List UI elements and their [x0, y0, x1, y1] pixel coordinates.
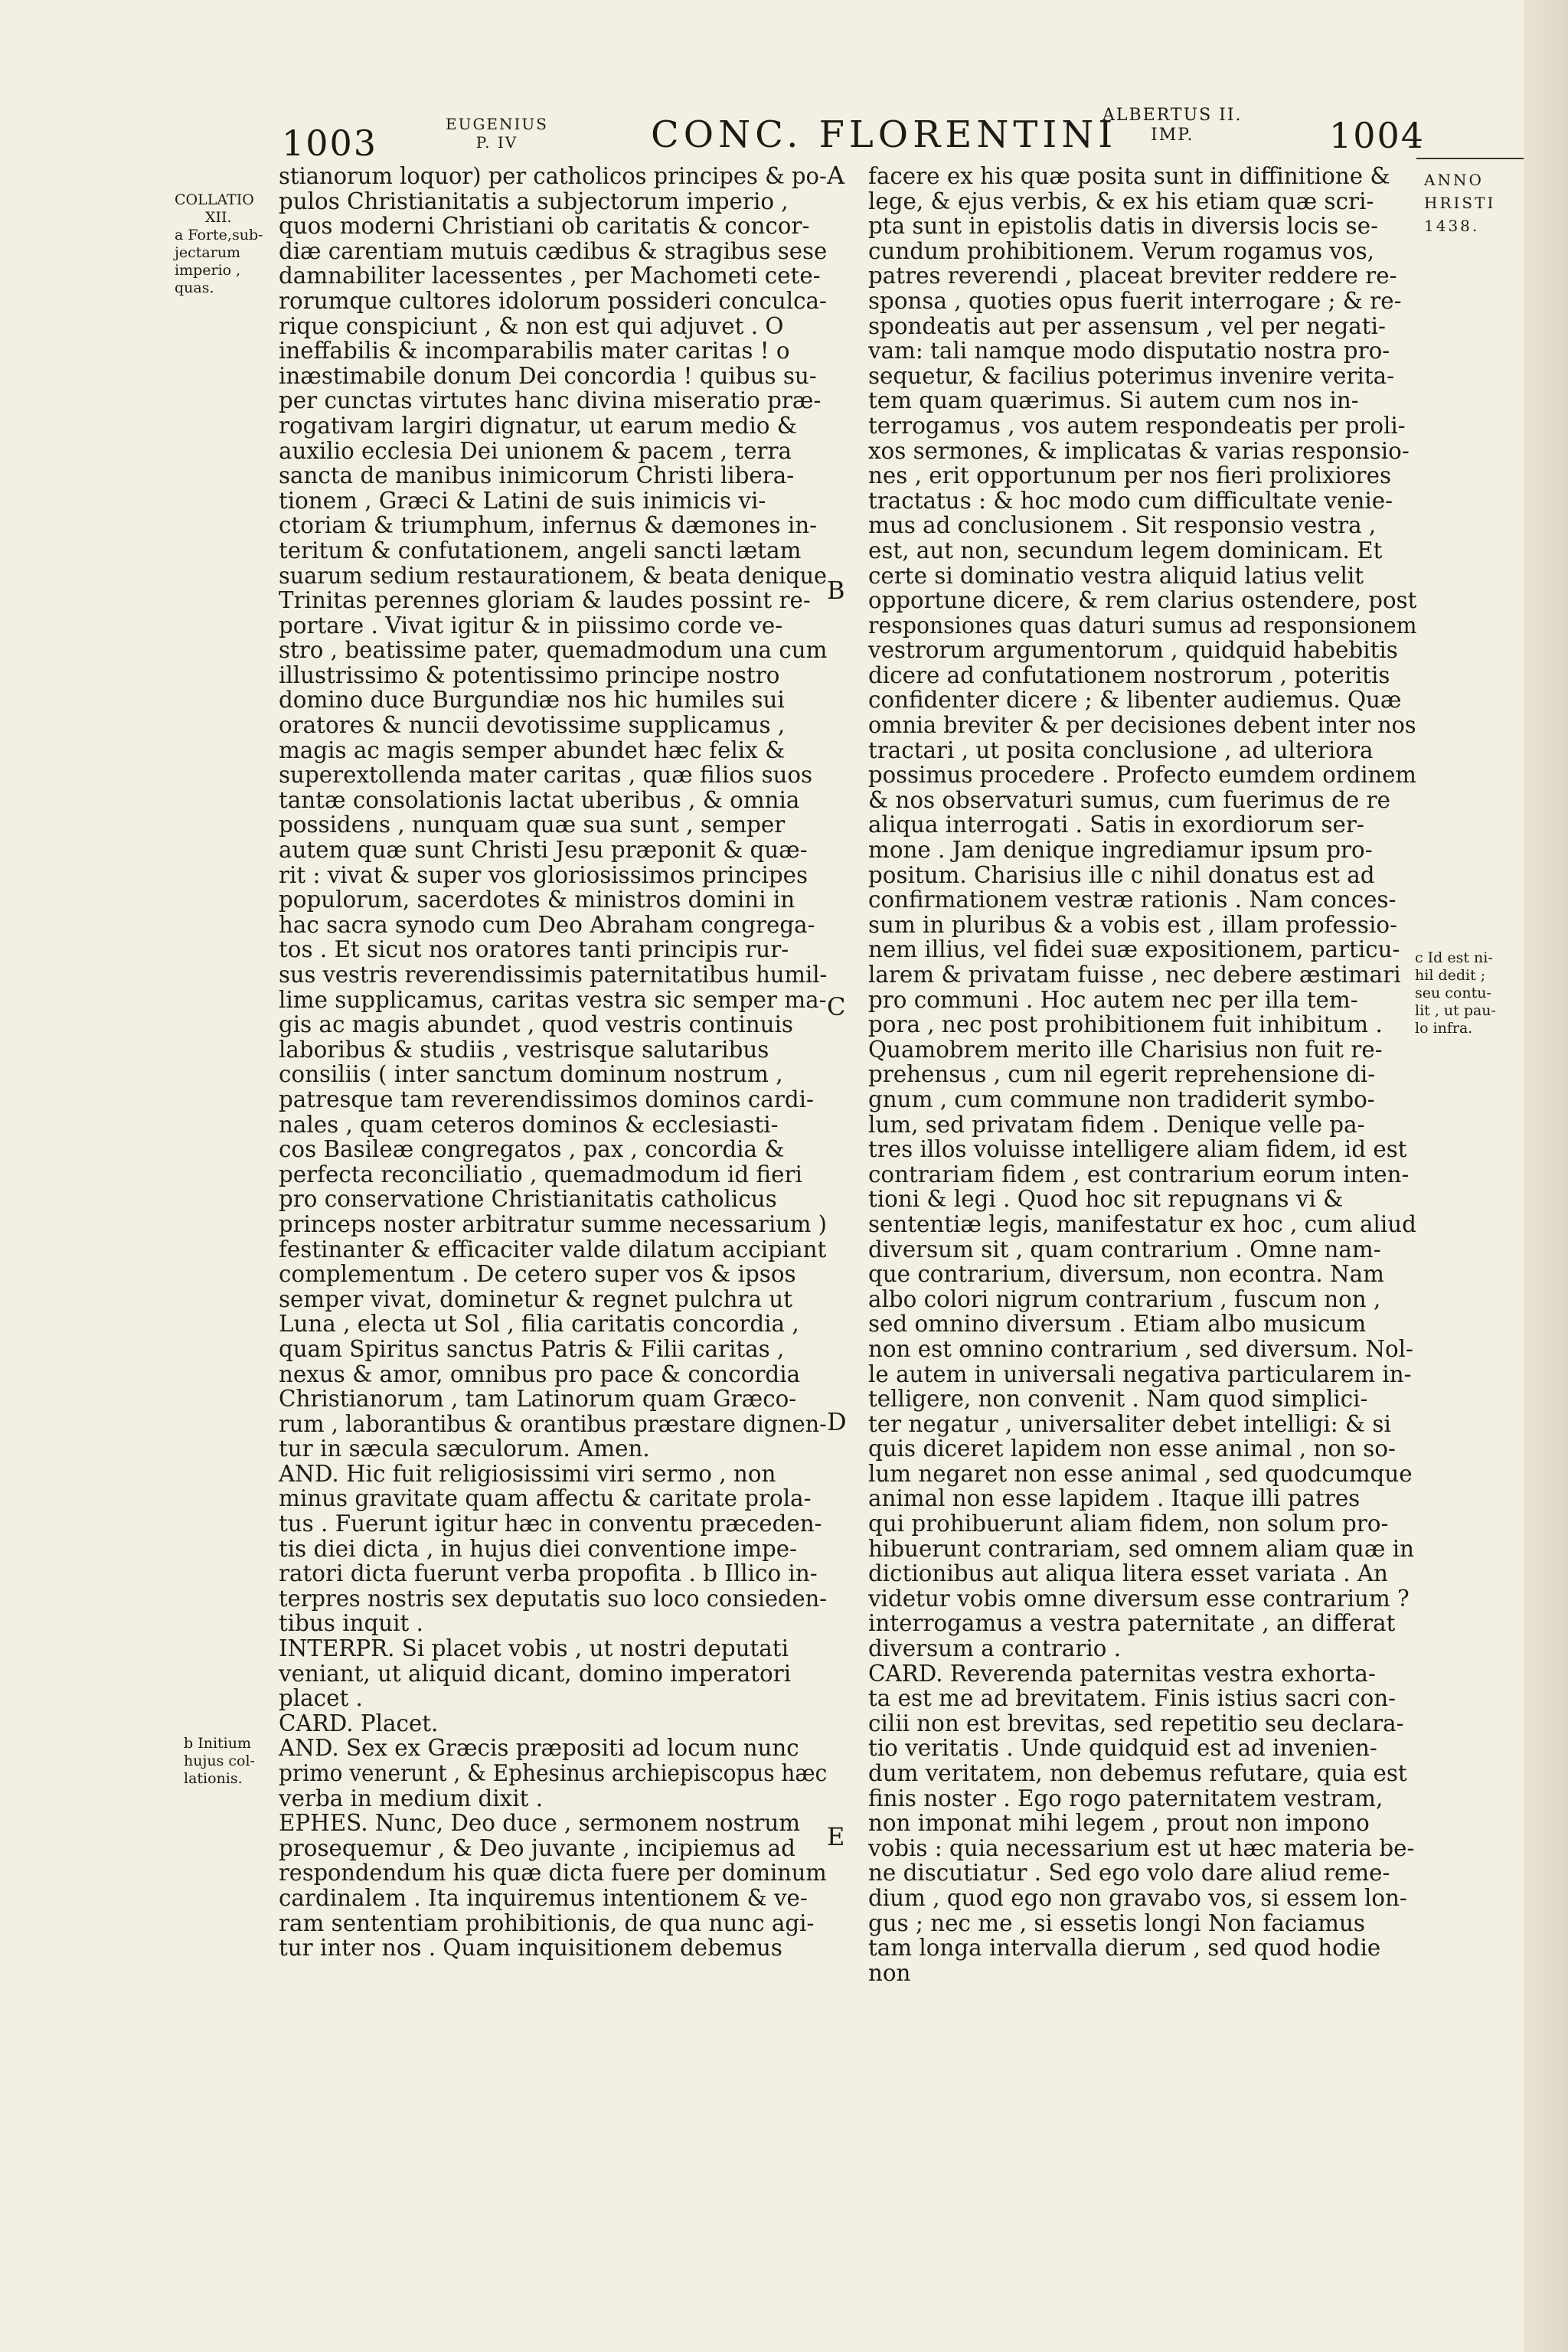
- text-line: rit : vivat & super vos gloriosissimos principes: [279, 861, 808, 888]
- text-line: ter negatur , universaliter debet intelligi: & si: [868, 1410, 1391, 1437]
- text-line: dum veritatem, non debemus refutare, quia est: [868, 1760, 1407, 1786]
- text-line: lum negaret non esse animal , sed quodcumque: [868, 1460, 1413, 1487]
- text-line: pro conservatione Christianitatis catholicus: [279, 1186, 777, 1213]
- margin-note-line: HRISTI: [1424, 194, 1496, 212]
- text-line: suarum sedium restaurationem, & beata denique: [279, 562, 828, 589]
- margin-note-line: 1438.: [1424, 217, 1480, 235]
- left-text-column: [279, 164, 830, 1961]
- text-line: prosequemur , & Deo juvante , incipiemus ad: [279, 1834, 795, 1861]
- text-line: sententiæ legis, manifestatur ex hoc , cum aliud: [868, 1210, 1416, 1237]
- text-line: cardinalem . Ita inquiremus intentionem & ve-: [279, 1884, 808, 1911]
- text-line: illustrissimo & potentissimo principe nostro: [279, 662, 780, 688]
- text-line: patresque tam reverendissimos dominos cardi-: [279, 1086, 814, 1112]
- text-line: ratori dicta fuerunt verba propofita . b Illico in-: [279, 1560, 818, 1587]
- margin-note-line: seu contu-: [1415, 985, 1491, 1001]
- margin-note-line: hujus col-: [184, 1753, 255, 1769]
- text-line: lege, & ejus verbis, & ex his etiam quæ scri-: [868, 188, 1374, 214]
- text-line: & nos observaturi sumus, cum fuerimus de re: [868, 786, 1391, 813]
- text-line: non est omnino contrarium , sed diversum. Nol-: [868, 1335, 1413, 1362]
- text-line: sancta de manibus inimicorum Christi libera-: [279, 462, 795, 489]
- text-line: ta est me ad brevitatem. Finis istius sacri con-: [868, 1685, 1396, 1712]
- text-line: lime supplicamus, caritas vestra sic semper ma-: [279, 986, 827, 1013]
- text-line: gus ; nec me , si essetis longi Non faciamus: [868, 1909, 1365, 1936]
- text-line: lum, sed privatam fidem . Denique velle pa-: [868, 1111, 1365, 1138]
- text-line: stro , beatissime pater, quemadmodum una cum: [279, 637, 828, 664]
- text-line: opportune dicere, & rem clarius ostendere, post: [868, 587, 1417, 614]
- text-line: ne discutiatur . Sed ego volo dare aliud reme-: [868, 1860, 1390, 1886]
- text-line: le autem in universali negativa particularem in-: [868, 1361, 1412, 1387]
- text-line: consiliis ( inter sanctum dominum nostrum ,: [279, 1061, 783, 1088]
- text-line: ram sententiam prohibitionis, de qua nunc agi-: [279, 1909, 815, 1936]
- text-line: certe si dominatio vestra aliquid latius velit: [868, 562, 1364, 589]
- text-line: perfecta reconciliatio , quemadmodum id fieri: [279, 1161, 802, 1187]
- text-line: omnia breviter & per decisiones debent inter nos: [868, 712, 1416, 739]
- margin-note-line: COLLATIO: [175, 191, 254, 208]
- text-line: festinanter & efficaciter valde dilatum accipiant: [279, 1236, 827, 1263]
- margin-note-line: lo infra.: [1415, 1020, 1473, 1037]
- text-line: ineffabilis & incomparabilis mater caritas ! o: [279, 338, 790, 364]
- text-line: non imponat mihi legem , prout non impono: [868, 1810, 1370, 1837]
- margin-note-line: lationis.: [184, 1770, 243, 1787]
- margin-rule: [1416, 158, 1524, 159]
- text-line: oratores & nuncii devotissime supplicamus ,: [279, 712, 786, 739]
- margin-note-line: hil dedit ;: [1415, 967, 1486, 984]
- margin-note-line: b Initium: [184, 1735, 251, 1752]
- text-line: vam: tali namque modo disputatio nostra pro-: [868, 338, 1390, 364]
- section-letter-c: C: [827, 992, 846, 1021]
- text-line: domino duce Burgundiæ nos hic humiles sui: [279, 687, 785, 714]
- text-line: respondendum his quæ dicta fuere per dominum: [279, 1860, 827, 1886]
- text-line: nexus & amor, omnibus pro pace & concordia: [279, 1361, 801, 1387]
- facing-page-edge: [1524, 0, 1568, 2352]
- text-line: verba in medium dixit .: [279, 1785, 544, 1811]
- text-line: Trinitas perennes gloriam & laudes possint re-: [279, 587, 811, 614]
- text-line: quis diceret lapidem non esse animal , non so-: [868, 1436, 1396, 1462]
- text-line: hac sacra synodo cum Deo Abraham congrega-: [279, 911, 815, 938]
- text-line: tis diei dicta , in hujus diei conventione impe-: [279, 1535, 798, 1562]
- text-line: quam Spiritus sanctus Patris & Filii caritas ,: [279, 1335, 785, 1362]
- text-line: stianorum loquor) per catholicos principes & po-: [279, 163, 827, 189]
- text-line: dium , quod ego non gravabo vos, si essem lon-: [868, 1884, 1407, 1911]
- text-line: rorumque cultores idolorum possideri conculca-: [279, 287, 827, 314]
- margin-note-initium: [184, 1735, 255, 1788]
- text-line: dictionibus aut aliqua litera esset variata . An: [868, 1560, 1388, 1587]
- text-line: positum. Charisius ille c nihil donatus est ad: [868, 861, 1375, 888]
- text-line: tur inter nos . Quam inquisitionem debemus: [279, 1935, 782, 1962]
- right-running-note-line: IMP.: [1151, 126, 1194, 145]
- margin-note-line: ANNO: [1424, 171, 1484, 189]
- text-line: possimus procedere . Profecto eumdem ordinem: [868, 762, 1416, 789]
- text-line: finis noster . Ego rogo paternitatem vestram,: [868, 1785, 1383, 1811]
- text-line: sponsa , quoties opus fuerit interrogare ; & re-: [868, 287, 1402, 314]
- text-line: inæstimabile donum Dei concordia ! quibus su-: [279, 362, 817, 389]
- text-line: tractari , ut posita conclusione , ad ulteriora: [868, 737, 1374, 763]
- text-line: nes , erit opportunum per nos fieri prolixiores: [868, 462, 1391, 489]
- text-line: tres illos voluisse intelligere aliam fidem, id est: [868, 1136, 1407, 1163]
- text-line: CARD. Reverenda paternitas vestra exhorta-: [868, 1660, 1376, 1687]
- margin-note-line: jectarum: [175, 244, 241, 261]
- text-line: qui prohibuerunt aliam fidem, non solum pro-: [868, 1511, 1389, 1537]
- text-line: sus vestris reverendissimis paternitatibus humil-: [279, 962, 828, 988]
- text-line: confidenter dicere ; & libenter audiemus. Quæ: [868, 687, 1402, 714]
- text-line: INTERPR. Si placet vobis , ut nostri deputati: [279, 1635, 789, 1662]
- text-line: tus . Fuerunt igitur hæc in conventu præceden-: [279, 1511, 822, 1537]
- text-line: larem & privatam fuisse , nec debere æstimari: [868, 962, 1401, 988]
- text-line: tantæ consolationis lactat uberibus , & omnia: [279, 786, 800, 813]
- text-line: videtur vobis omne diversum esse contrarium ?: [868, 1585, 1410, 1612]
- margin-note-line: a Forte,sub-: [175, 227, 263, 243]
- left-page-number: 1003: [282, 122, 378, 164]
- text-line: facere ex his quæ posita sunt in diffinitione &: [868, 163, 1390, 189]
- text-line: cos Basileæ congregatos , pax , concordia &: [279, 1136, 785, 1163]
- text-line: laboribus & studiis , vestrisque salutaribus: [279, 1036, 769, 1063]
- text-line: prehensus , cum nil egerit reprehensione di-: [868, 1061, 1376, 1088]
- text-line: vobis : quia necessarium est ut hæc materia be-: [868, 1834, 1415, 1861]
- text-line: cundum prohibitionem. Verum rogamus vos,: [868, 237, 1375, 264]
- text-line: superextollenda mater caritas , quæ filios suos: [279, 762, 813, 789]
- text-line: gnum , cum commune non tradiderit symbo-: [868, 1086, 1375, 1112]
- text-line: nem illius, vel fidei suæ expositionem, particu-: [868, 936, 1400, 963]
- margin-note-id-est: [1415, 949, 1496, 1037]
- right-running-note: [1102, 106, 1243, 145]
- text-line: semper vivat, dominetur & regnet pulchra ut: [279, 1285, 792, 1312]
- text-line: vestrorum argumentorum , quidquid habebitis: [868, 637, 1398, 664]
- page-title: CONC. FLORENTINI: [651, 113, 1118, 156]
- margin-note-collatio: [175, 191, 263, 297]
- left-running-note-line: P. IV: [475, 133, 518, 152]
- margin-note-line: c Id est ni-: [1415, 949, 1493, 966]
- text-line: animal non esse lapidem . Itaque illi patres: [868, 1485, 1361, 1512]
- text-line: tem quam quærimus. Si autem cum nos in-: [868, 387, 1359, 414]
- text-line: diversum sit , quam contrarium . Omne nam-: [868, 1236, 1381, 1263]
- text-line: Quamobrem merito ille Charisius non fuit re-: [868, 1036, 1383, 1063]
- text-line: tibus inquit .: [279, 1610, 423, 1637]
- text-line: telligere, non convenit . Nam quod simplici-: [868, 1386, 1368, 1413]
- section-letter-e: E: [827, 1822, 845, 1851]
- text-line: damnabiliter lacessentes , per Machometi cete-: [279, 263, 821, 289]
- text-line: tio veritatis . Unde quidquid est ad invenien-: [868, 1735, 1377, 1762]
- section-letter-d: D: [827, 1407, 847, 1436]
- text-line: aliqua interrogati . Satis in exordiorum ser-: [868, 812, 1364, 838]
- text-line: CARD. Placet.: [279, 1710, 439, 1736]
- text-line: pro communi . Hoc autem nec per illa tem-: [868, 986, 1358, 1013]
- margin-note-year: [1424, 168, 1495, 237]
- text-line: Luna , electa ut Sol , filia caritatis concordia ,: [279, 1311, 799, 1338]
- text-line: sed omnino diversum . Etiam albo musicum: [868, 1311, 1367, 1338]
- left-running-note-line: EUGENIUS: [446, 115, 548, 133]
- text-line: diversum a contrario .: [868, 1635, 1122, 1662]
- text-line: minus gravitate quam affectu & caritate prola-: [279, 1485, 812, 1512]
- text-line: pulos Christianitatis a subjectorum imperio ,: [279, 188, 789, 214]
- text-line: xos sermones, & implicatas & varias responsio-: [868, 437, 1410, 464]
- text-line: princeps noster arbitratur summe necessarium ): [279, 1210, 827, 1237]
- text-line: sum in pluribus & a vobis est , illam professio-: [868, 911, 1397, 938]
- text-line: quos moderni Christiani ob caritatis & concor-: [279, 213, 810, 240]
- text-line: tioni & legi . Quod hoc sit repugnans vi &: [868, 1186, 1344, 1213]
- text-line: portare . Vivat igitur & in piissimo corde ve-: [279, 612, 783, 639]
- text-line: diæ carentiam mutuis cædibus & stragibus sese: [279, 237, 828, 264]
- text-line: tos . Et sicut nos oratores tanti principis rur-: [279, 936, 789, 963]
- text-line: rique conspiciunt , & non est qui adjuvet . O: [279, 312, 784, 339]
- margin-note-line: XII.: [205, 209, 232, 226]
- text-line: non: [868, 1959, 911, 1986]
- right-text-column: [868, 164, 1419, 1985]
- text-line: complementum . De cetero super vos & ipsos: [279, 1261, 796, 1288]
- text-line: teritum & confutationem, angeli sancti lætam: [279, 537, 802, 564]
- text-line: ctoriam & triumphum, infernus & dæmones in-: [279, 512, 818, 539]
- text-line: dicere ad confutationem nostrorum , poteritis: [868, 662, 1390, 688]
- text-line: terpres nostris sex deputatis suo loco consieden-: [279, 1585, 828, 1612]
- text-line: tam longa intervalla dierum , sed quod hodie: [868, 1935, 1381, 1962]
- right-page-number: 1004: [1329, 115, 1426, 156]
- text-line: nales , quam ceteros dominos & ecclesiasti-: [279, 1111, 779, 1138]
- text-line: veniant, ut aliquid dicant, domino imperatori: [279, 1660, 792, 1687]
- text-line: contrariam fidem , est contrarium eorum inten-: [868, 1161, 1410, 1187]
- text-line: albo colori nigrum contrarium , fuscum non ,: [868, 1285, 1381, 1312]
- text-line: mone . Jam denique ingrediamur ipsum pro-: [868, 837, 1373, 864]
- text-line: primo venerunt , & Ephesinus archiepiscopus hæc: [279, 1760, 828, 1786]
- left-running-note: [446, 115, 548, 152]
- text-line: est, aut non, secundum legem dominicam. Et: [868, 537, 1383, 564]
- text-line: AND. Sex ex Græcis præpositi ad locum nunc: [279, 1735, 799, 1762]
- text-line: sequetur, & facilius poterimus invenire verita-: [868, 362, 1395, 389]
- section-letter-b: B: [827, 576, 845, 605]
- text-line: cilii non est brevitas, sed repetitio seu declara-: [868, 1710, 1404, 1736]
- margin-note-line: lit , ut pau-: [1415, 1002, 1496, 1019]
- text-line: tur in sæcula sæculorum. Amen.: [279, 1436, 650, 1462]
- text-line: Christianorum , tam Latinorum quam Græco-: [279, 1386, 797, 1413]
- text-line: responsiones quas daturi sumus ad responsionem: [868, 612, 1417, 639]
- text-line: gis ac magis abundet , quod vestris continuis: [279, 1011, 793, 1038]
- section-letter-a: A: [827, 161, 845, 190]
- text-line: EPHES. Nunc, Deo duce , sermonem nostrum: [279, 1810, 801, 1837]
- text-line: pta sunt in epistolis datis in diversis locis se-: [868, 213, 1379, 240]
- text-line: auxilio ecclesia Dei unionem & pacem , terra: [279, 437, 792, 464]
- text-line: spondeatis aut per assensum , vel per negati-: [868, 312, 1386, 339]
- text-line: hibuerunt contrariam, sed omnem aliam quæ in: [868, 1535, 1415, 1562]
- text-line: patres reverendi , placeat breviter reddere re-: [868, 263, 1397, 289]
- text-line: rogativam largiri dignatur, ut earum medio &: [279, 412, 797, 439]
- text-line: magis ac magis semper abundet hæc felix &: [279, 737, 786, 763]
- text-line: AND. Hic fuit religiosissimi viri sermo , non: [279, 1460, 776, 1487]
- text-line: terrogamus , vos autem respondeatis per proli-: [868, 412, 1406, 439]
- text-line: autem quæ sunt Christi Jesu præponit & quæ-: [279, 837, 808, 864]
- margin-note-line: imperio ,: [175, 262, 241, 279]
- margin-note-line: quas.: [175, 279, 214, 296]
- text-line: mus ad conclusionem . Sit responsio vestra ,: [868, 512, 1377, 539]
- text-line: possidens , nunquam quæ sua sunt , semper: [279, 812, 786, 838]
- text-line: rum , laborantibus & orantibus præstare dignen-: [279, 1410, 827, 1437]
- text-line: que contrarium, diversum, non econtra. Nam: [868, 1261, 1384, 1288]
- text-line: tionem , Græci & Latini de suis inimicis vi-: [279, 487, 766, 514]
- text-line: confirmationem vestræ rationis . Nam conces-: [868, 887, 1396, 913]
- text-line: interrogamus a vestra paternitate , an differat: [868, 1610, 1396, 1637]
- text-line: tractatus : & hoc modo cum difficultate venie-: [868, 487, 1393, 514]
- text-line: pora , nec post prohibitionem fuit inhibitum .: [868, 1011, 1383, 1038]
- text-line: placet .: [279, 1685, 363, 1712]
- text-line: populorum, sacerdotes & ministros domini in: [279, 887, 795, 913]
- right-running-note-line: ALBERTUS II.: [1102, 106, 1243, 125]
- text-line: per cunctas virtutes hanc divina miseratio præ-: [279, 387, 822, 414]
